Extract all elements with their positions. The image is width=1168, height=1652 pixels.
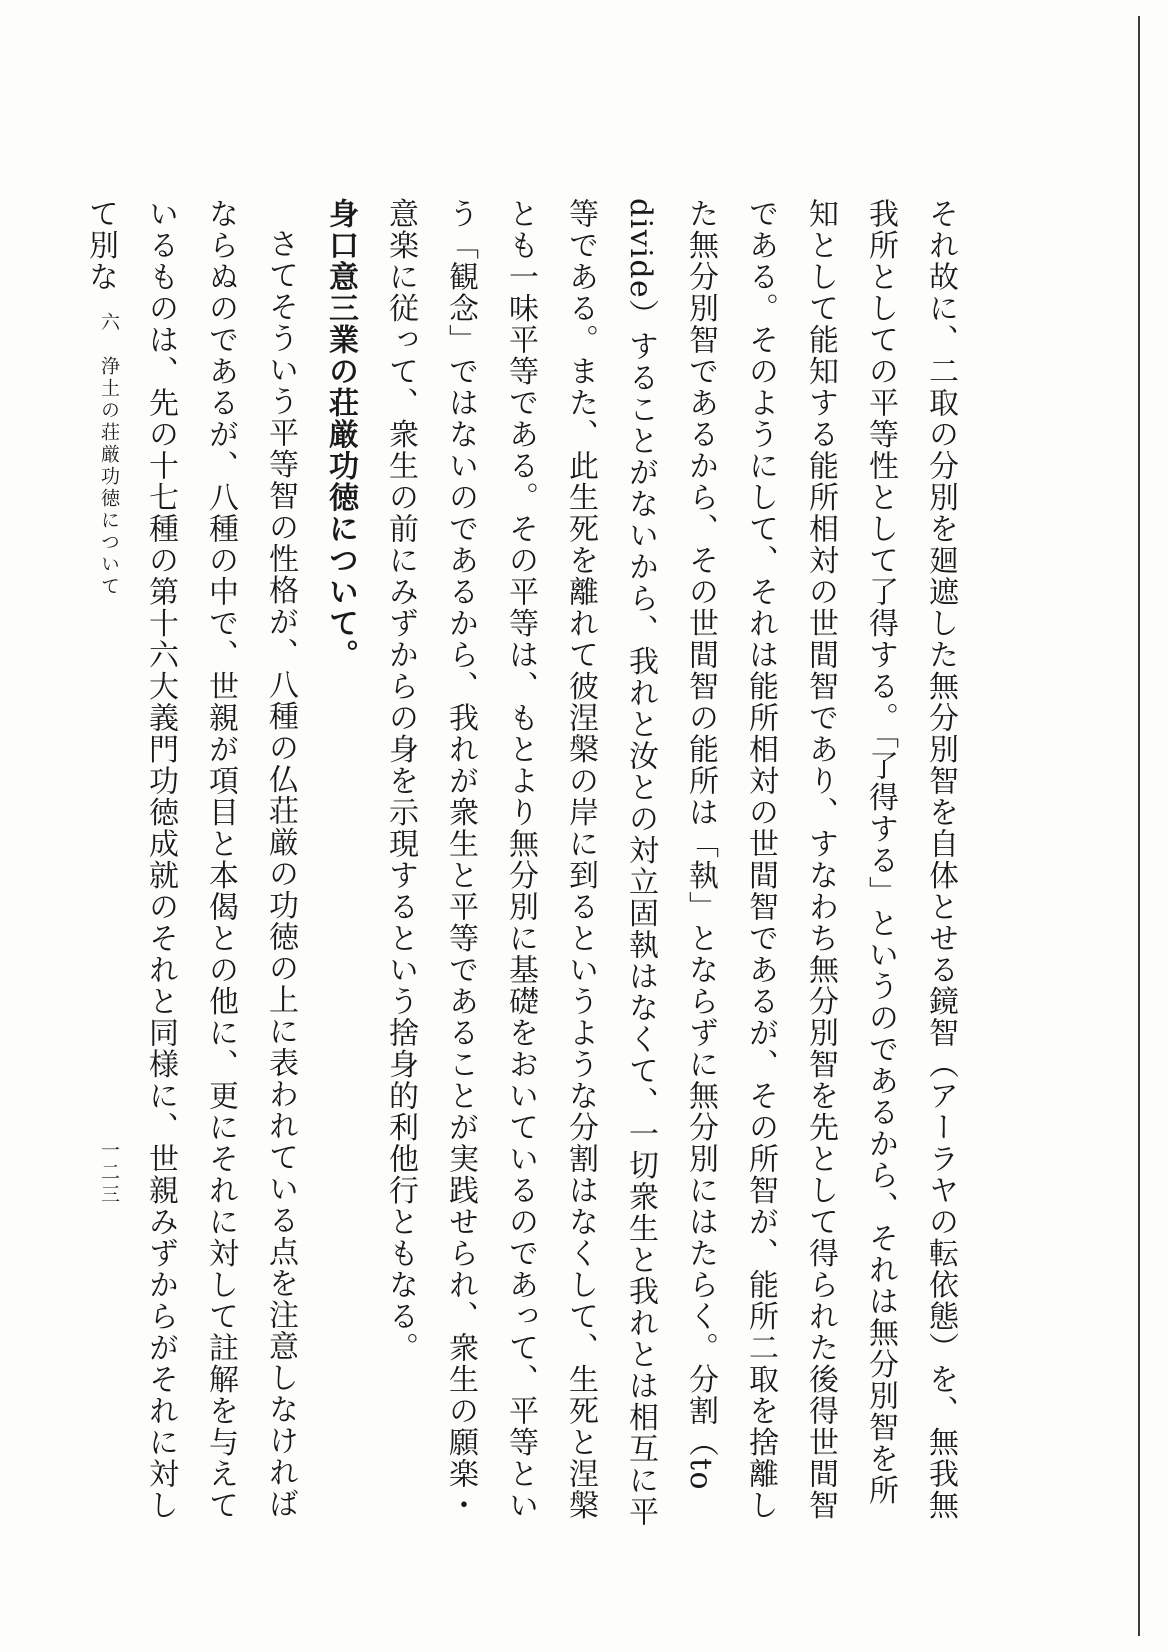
page-edge-line [1138,16,1140,1636]
paragraph-1: それ故に、二取の分別を廻遮した無分別智を自体とせる鏡智（アーラヤの転依態）を、無我無我所としての平等性として了得する。「了得する」というのであるから、それは無分別智を所知として能知する能所相対の世間智であり、すなわち無分別智を先として得られた後得世間智である。そのようにして、それは能所相対の世間智であるが、その所智が、能所二取を捨離した無分別智であるから、その世間智の能所は「執」とならずに無分別にはたらく。分割（to divide）することがないから、我れと汝との対立固執はなくて、一切衆生と我れとは相互に平等である。また、此生死を離れて彼涅槃の岸に到るというような分割はなくして、生死と涅槃とも一味平等である。その平等は、もとより無分別に基礎をおいているのであって、平等という「観念」ではないのであるから、我れが衆生と平等であることが実践せられ、衆生の願楽・意楽に従って、衆生の前にみずからの身を示現するという捨身的利他行ともなる。 [383,198,958,1528]
paragraph-2: さてそういう平等智の性格が、八種の仏荘厳の功徳の上に表われている点を注意しなければならぬのであるが、八種の中で、世親が項目と本偈との他に、更にそれに対して註解を与えているものは、先の十七種の第十六大義門功徳成就のそれと同様に、世親みずからがそれに対して別な [83,198,298,1521]
section-heading: 身口意三業の荘厳功徳について。 [323,198,358,671]
page-number: 一二三 [98,1140,120,1206]
running-head: 六 浄土の荘厳功徳について [98,312,120,598]
